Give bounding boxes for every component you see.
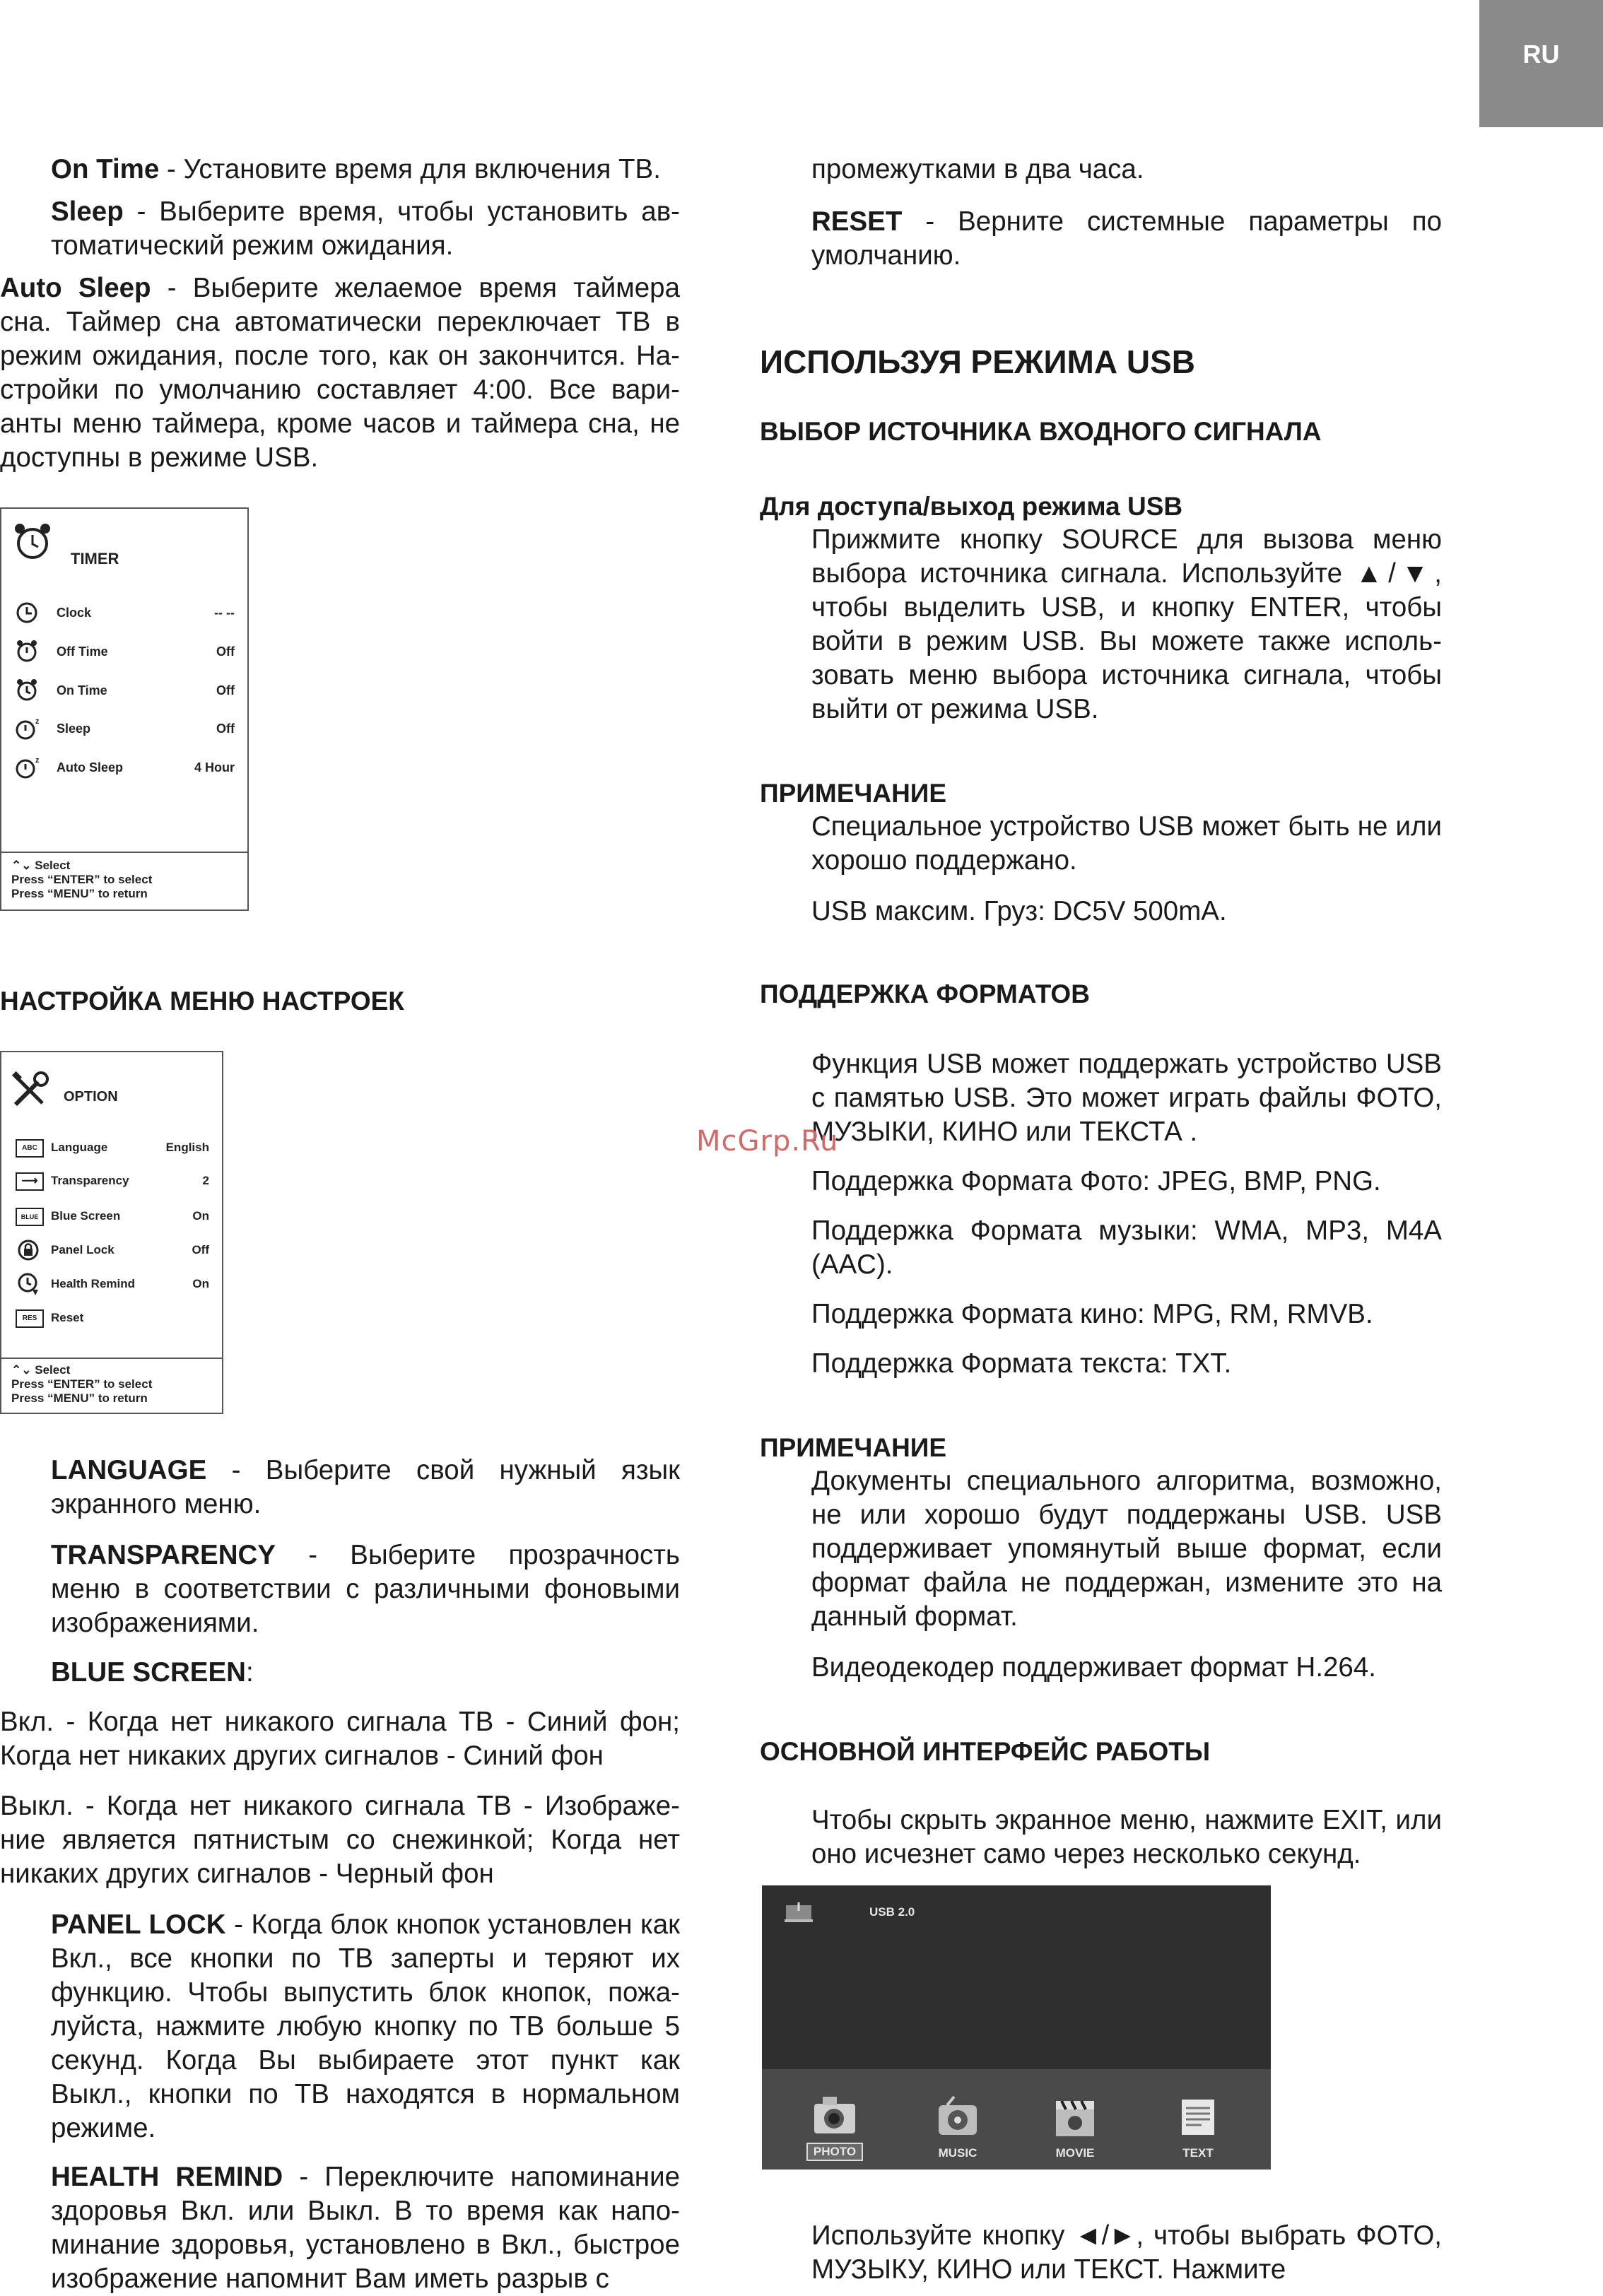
auto-sleep-paragraph [0, 271, 680, 475]
alarm-clock-icon [11, 520, 54, 563]
timer-row-value: Off [216, 722, 235, 736]
usb-item-label: MUSIC [938, 2146, 977, 2160]
usb-device-icon [783, 1901, 814, 1925]
text-document-icon [1173, 2091, 1223, 2142]
option-row-label: Panel Lock [51, 1243, 114, 1256]
transparency-text: - Выберите прозрачность меню в соответствии с различными фоновыми изображениями. [51, 1540, 680, 1638]
blue-screen-off-text: Выкл. - Когда нет никакого сигнала ТВ - Изображение является пятнистым со снежинкой; Когда нет никаких других сигналов - Черный фон [0, 1791, 680, 1889]
language-term: LANGUAGE [51, 1455, 207, 1485]
formats-heading: ПОДДЕРЖКА ФОРМАТОВ [760, 979, 1090, 1008]
option-row-health-remind[interactable] [1, 1270, 222, 1298]
enter-hint: Press “ENTER” to select [11, 1377, 153, 1391]
health-remind-text: - Переключите напоминание здоровья Вкл. или Выкл. В то время как напоминание здоровья, установлено в Вкл., быстрое изображение напомнит Вам иметь разрыв с [51, 2162, 680, 2294]
reset-icon: RES [16, 1309, 44, 1328]
transparency-icon: ⟶ [16, 1172, 44, 1191]
usb-item-label: TEXT [1182, 2146, 1214, 2160]
note-heading-2: ПРИМЕЧАНИЕ [760, 1433, 947, 1462]
on-time-term: On Time [51, 154, 160, 184]
health-remind-continuation: промежутками в два часа. [811, 154, 1144, 184]
usb-item-label: MOVIE [1055, 2146, 1095, 2160]
reset-text: - Верните системные параметры по умолчанию. [811, 206, 1442, 271]
transparency-paragraph [51, 1538, 680, 1640]
option-row-value: On [192, 1277, 209, 1290]
movie-clapper-icon [1050, 2091, 1100, 2142]
note-heading-1: ПРИМЕЧАНИЕ [760, 779, 947, 808]
watermark: McGrp.Ru [696, 1125, 839, 1158]
option-menu-footer [1, 1358, 222, 1411]
select-hint: ⌃⌄ Select [11, 859, 71, 872]
blue-screen-term: BLUE SCREEN [51, 1657, 246, 1688]
on-time-paragraph [51, 153, 680, 187]
language-paragraph [51, 1454, 680, 1521]
timer-row-clock[interactable] [1, 599, 247, 627]
abc-icon: ABC [16, 1139, 44, 1158]
timer-row-sleep[interactable] [1, 714, 247, 743]
usb-item-music[interactable] [919, 2091, 997, 2161]
language-text: - Выберите свой нужный язык экранного меню. [51, 1455, 680, 1519]
settings-menu-heading: НАСТРОЙКА МЕНЮ НАСТРОЕК [0, 987, 404, 1015]
svg-text:z: z [35, 717, 40, 726]
music-icon [933, 2091, 982, 2142]
basic-interface-heading: ОСНОВНОЙ ИНТЕРФЕЙС РАБОТЫ [760, 1737, 1211, 1766]
usb-access-heading: Для доступа/выход режима USB [760, 492, 1183, 521]
timer-row-auto-sleep[interactable] [1, 753, 247, 782]
up-down-arrows-icon: ⌃⌄ [11, 859, 32, 872]
language-tab [1479, 0, 1603, 127]
sleep-text: - Выберите время, чтобы установить автоматический режим ожидания. [51, 196, 680, 261]
auto-sleep-text: - Выберите желаемое время таймера сна. Таймер сна автоматически переключает ТВ в режим ожидания, после того, как он закончится. Настройки по умолчанию составляет 4:00. Все варианты меню таймера, кроме часов и таймера сна, не доступны в режиме USB. [0, 273, 680, 473]
format-music: Поддержка Формата музыки: WMA, MP3, M4A (AAC). [811, 1215, 1442, 1280]
format-photo: Поддержка Формата Фото: JPEG, BMP, PNG. [811, 1166, 1381, 1196]
option-row-label: Blue Screen [51, 1209, 121, 1223]
svg-text:z: z [35, 756, 40, 765]
format-movie: Поддержка Формата кино: MPG, RM, RMVB. [811, 1299, 1373, 1329]
basic-interface-text: Чтобы скрыть экранное меню, нажмите EXIT, или оно исчезнет само через несколько секунд. [811, 1805, 1442, 1869]
panel-lock-paragraph [51, 1908, 680, 2145]
timer-row-label: Auto Sleep [57, 760, 124, 775]
timer-row-label: Off Time [57, 644, 108, 659]
option-row-panel-lock[interactable] [1, 1236, 222, 1264]
usb-screen-title: USB 2.0 [869, 1905, 915, 1919]
auto-sleep-term: Auto Sleep [0, 273, 151, 303]
option-row-language[interactable] [1, 1134, 222, 1162]
tools-icon [10, 1071, 49, 1110]
transparency-term: TRANSPARENCY [51, 1540, 276, 1570]
timer-menu [0, 507, 249, 911]
usb-navigation-text: Используйте кнопку ◄/►, чтобы выбрать ФОТО, МУЗЫКУ, КИНО или ТЕКСТ. Нажмите [811, 2220, 1442, 2285]
timer-row-label: Sleep [57, 722, 91, 736]
auto-sleep-icon [14, 755, 42, 780]
input-source-heading: ВЫБОР ИСТОЧНИКА ВХОДНОГО СИГНАЛА [760, 417, 1322, 446]
usb-item-movie[interactable] [1036, 2091, 1114, 2161]
timer-row-on-time[interactable] [1, 676, 247, 705]
note-1-text-a: Специальное устройство USB может быть не или хорошо поддержано. [811, 811, 1442, 876]
alarm-off-icon [16, 639, 38, 663]
timer-row-value: -- -- [214, 606, 235, 620]
timer-row-value: 4 Hour [194, 760, 235, 775]
panel-lock-term: PANEL LOCK [51, 1909, 226, 1940]
alarm-on-icon [16, 678, 38, 702]
sleep-timer-icon [14, 716, 42, 741]
language-tab-label: RU [1522, 40, 1560, 69]
option-row-label: Health Remind [51, 1277, 136, 1290]
blue-screen-paragraph [51, 1656, 680, 1690]
blue-screen-text: : [245, 1657, 254, 1688]
on-time-text: - Установите время для включения ТВ. [159, 154, 661, 184]
usb-item-text[interactable] [1159, 2091, 1237, 2161]
reset-term: RESET [811, 206, 903, 237]
option-row-blue-screen[interactable] [1, 1202, 222, 1230]
timer-menu-footer [1, 852, 247, 908]
menu-hint: Press “MENU” to return [11, 1391, 148, 1405]
usb-main-screen [762, 1885, 1271, 2170]
option-row-transparency[interactable] [1, 1167, 222, 1195]
option-row-label: Reset [51, 1311, 84, 1324]
option-menu [0, 1051, 223, 1414]
enter-hint: Press “ENTER” to select [11, 873, 153, 886]
option-row-value: English [165, 1141, 209, 1154]
panel-lock-text: - Когда блок кнопок установлен как Вкл., все кнопки по ТВ заперты и теряют их функцию. Чтобы выпустить блок кнопок, пожалуйста, нажмите любую кнопку по ТВ больше 5 секунд. Когда Вы выбираете этот пункт как Выкл., кнопки по ТВ находятся в нормальном режиме. [51, 1909, 680, 2143]
clock-icon [16, 601, 38, 624]
usb-access-text: Прижмите кнопку SOURCE для вызова меню выбора источника сигнала. Используйте ▲/▼, чтобы выделить USB, и кнопку ENTER, чтобы войти в режим USB. Вы можете также использовать меню выбора источника сигнала, чтобы выйти от режима USB. [811, 524, 1442, 724]
option-row-label: Transparency [51, 1174, 129, 1187]
option-row-reset[interactable] [1, 1304, 222, 1332]
blue-screen-on-text: Вкл. - Когда нет никакого сигнала ТВ - Синий фон; Когда нет никаких других сигналов - Синий фон [0, 1707, 680, 1771]
usb-mode-heading: ИСПОЛЬЗУЯ РЕЖИМА USB [760, 343, 1195, 380]
timer-menu-title: TIMER [71, 550, 119, 567]
note-1-text-b: USB максим. Груз: DC5V 500mA. [811, 896, 1227, 926]
camera-icon [810, 2088, 859, 2139]
note-2-text-a: Документы специального алгоритма, возможно, не или хорошо будут поддержаны USB. USB поддерживает упомянутый выше формат, если формат файла не поддержан, измените это на данный формат. [811, 1466, 1442, 1632]
health-remind-term: HEALTH REMIND [51, 2162, 283, 2192]
health-remind-icon [17, 1271, 41, 1297]
option-row-value: Off [192, 1243, 209, 1256]
option-menu-title: OPTION [64, 1089, 118, 1105]
health-remind-paragraph [51, 2160, 680, 2296]
note-2-text-b: Видеодекодер поддерживает формат H.264. [811, 1652, 1376, 1683]
option-row-value: On [192, 1209, 209, 1223]
timer-row-label: On Time [57, 683, 107, 697]
format-text: Поддержка Формата текста: TXT. [811, 1348, 1232, 1379]
usb-item-label: PHOTO [806, 2143, 863, 2161]
usb-item-photo[interactable] [796, 2088, 874, 2161]
option-row-value: 2 [202, 1174, 209, 1187]
up-down-arrows-icon: ⌃⌄ [11, 1363, 32, 1377]
timer-row-off-time[interactable] [1, 637, 247, 666]
formats-intro: Функция USB может поддержать устройство USB с памятью USB. Это может играть файлы ФОТО, МУЗЫКИ, КИНО или ТЕКСТА . [811, 1049, 1442, 1147]
blue-screen-icon: BLUE [16, 1208, 44, 1226]
sleep-paragraph [51, 195, 680, 263]
select-hint: ⌃⌄ Select [11, 1363, 71, 1377]
menu-hint: Press “MENU” to return [11, 887, 148, 900]
option-row-label: Language [51, 1141, 108, 1154]
timer-row-label: Clock [57, 606, 92, 620]
timer-row-value: Off [216, 644, 235, 659]
timer-row-value: Off [216, 683, 235, 697]
reset-paragraph [811, 205, 1442, 273]
lock-icon [17, 1239, 40, 1261]
sleep-term: Sleep [51, 196, 124, 227]
